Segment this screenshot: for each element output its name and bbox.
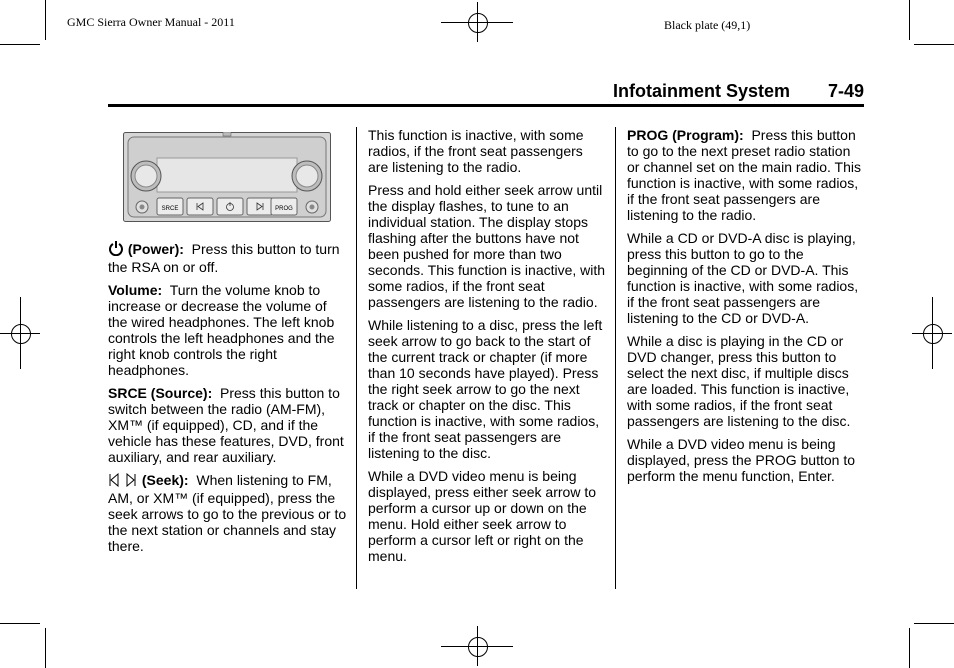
registration-mark (441, 626, 513, 666)
seek-paragraph (108, 472, 348, 554)
registration-mark (0, 297, 40, 369)
column-3 (627, 127, 863, 491)
column-divider (356, 127, 357, 589)
column-1 (108, 240, 348, 561)
col3-paragraph: While a DVD video menu is being displayed, press the PROG button to perform the menu function, Enter. (627, 436, 856, 484)
power-icon (108, 240, 124, 259)
crop-mark (0, 44, 40, 45)
prog-text: Press this button to go to the next preset radio station or channel set on the main radio. This function is inactive, with some radios, if the front seat passengers are listening to the radio. (627, 127, 861, 223)
prog-paragraph (627, 127, 863, 223)
registration-mark (912, 297, 952, 369)
seek-arrows-icon (108, 473, 138, 490)
seek-label: (Seek): (141, 472, 189, 488)
crop-mark (914, 623, 954, 624)
crop-mark (45, 628, 46, 668)
radio-prog-label: PROG (275, 206, 293, 212)
column-2 (368, 127, 606, 571)
registration-mark (441, 2, 513, 42)
volume-paragraph (108, 282, 348, 378)
rear-seat-audio-illustration (123, 132, 331, 222)
prog-label: PROG (Program): (627, 127, 744, 143)
page-number: 7-49 (827, 81, 864, 101)
volume-text: Turn the volume knob to increase or decrease the volume of the wired headphones. The left knob controls the left headphones and the right knob controls the right headphones. (108, 282, 335, 378)
power-paragraph (108, 240, 348, 275)
crop-mark (0, 623, 40, 624)
crop-mark (45, 0, 46, 40)
crop-mark (909, 628, 910, 668)
col2-paragraph: While listening to a disc, press the left seek arrow to go back to the start of the current track or chapter (if more than 10 seconds have played). Press the right seek arrow to go the next track or chapter on the disc. This function is inactive, with some radios, if the front seat passengers are listening to the disc. (368, 317, 603, 461)
crop-mark (914, 44, 954, 45)
manual-title: GMC Sierra Owner Manual - 2011 (67, 15, 235, 29)
power-text: Press this button to turn the RSA on or off. (108, 241, 340, 275)
crop-mark (909, 0, 910, 40)
col2-paragraph: This function is inactive, with some radios, if the front seat passengers are listening to the radio. (368, 127, 584, 175)
seek-text: When listening to FM, AM, or XM™ (if equipped), press the seek arrows to go to the previous or to the next station or channels and stay there. (108, 472, 347, 554)
srce-paragraph (108, 385, 348, 465)
srce-text: Press this button to switch between the radio (AM-FM), XM™ (if equipped), CD, and if the vehicle has these features, DVD, front auxiliary, and rear auxiliary. (108, 385, 344, 465)
section-title: Infotainment System (612, 81, 790, 101)
volume-label: Volume: (108, 282, 163, 298)
col2-paragraph: Press and hold either seek arrow until the display flashes, to tune to an individual station. The display stops flashing after the buttons have not been pushed for more than two seconds. This function is inactive, with some radios, if the front seat passengers are listening to the radio. (368, 182, 606, 310)
srce-label: SRCE (Source): (108, 385, 213, 401)
power-label: (Power): (127, 241, 184, 257)
col2-paragraph: While a DVD video menu is being displayed, press either seek arrow to perform a cursor up or down on the menu. Hold either seek arrow to perform a cursor left or right on the menu. (368, 468, 596, 564)
plate-label: Black plate (49,1) (664, 18, 751, 32)
col3-paragraph: While a disc is playing in the CD or DVD changer, press this button to select the next disc, if multiple discs are loaded. This function is inactive, with some radios, if the front seat passengers are listening to the disc. (627, 333, 851, 429)
column-divider (615, 127, 616, 589)
col3-paragraph: While a CD or DVD-A disc is playing, press this button to go to the beginning of the CD or DVD-A. This function is inactive, with some radios, if the front seat passengers are listening to the CD or DVD-A. (627, 230, 859, 326)
section-header (108, 78, 864, 107)
radio-srce-label: SRCE (161, 206, 179, 212)
